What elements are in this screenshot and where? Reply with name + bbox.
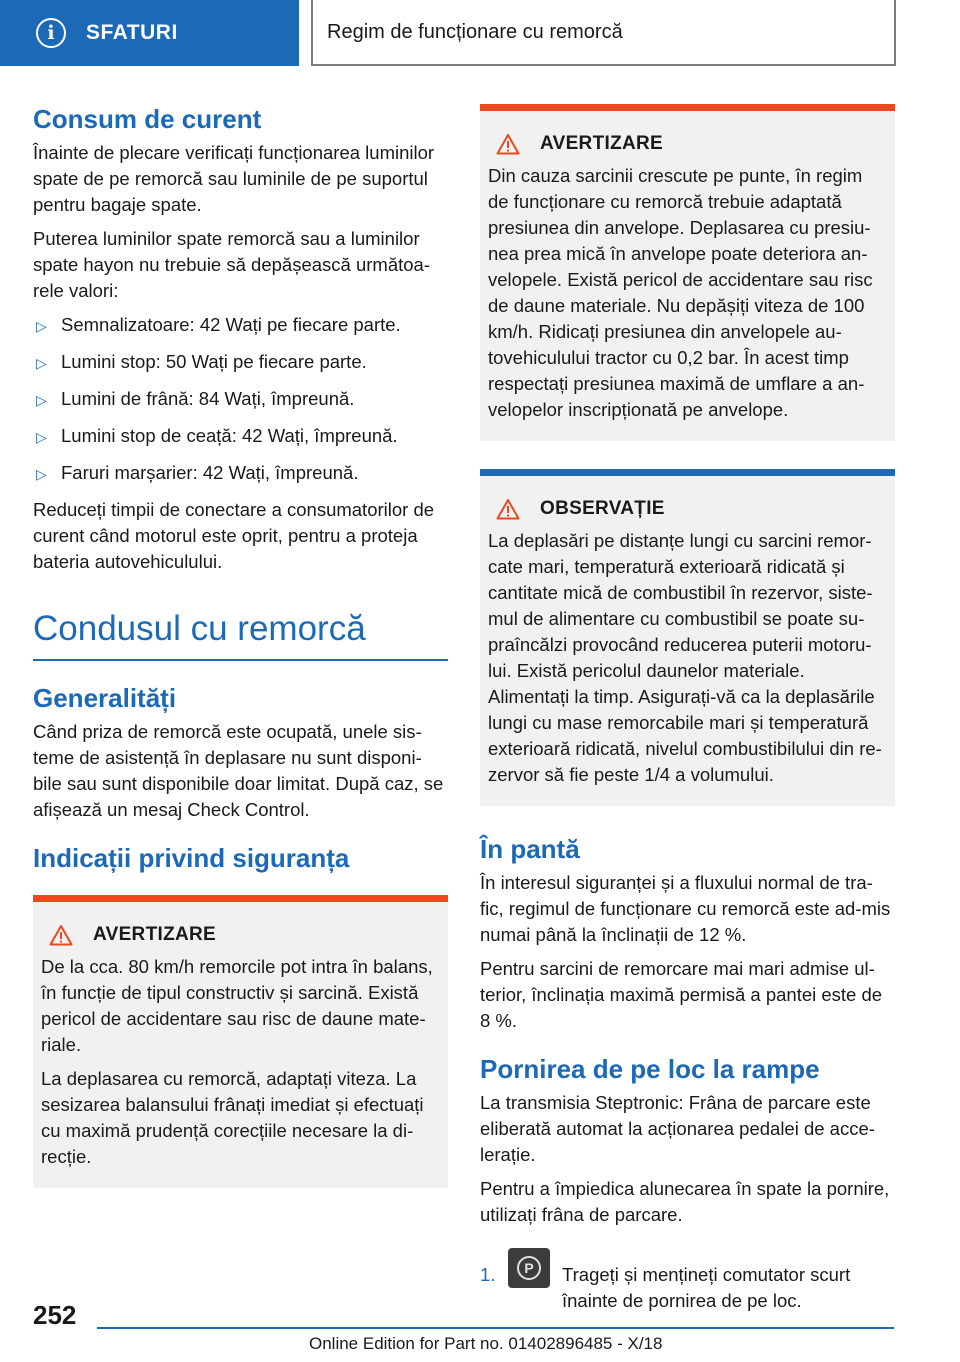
warning-triangle-icon	[496, 498, 520, 520]
left-column	[33, 104, 448, 1216]
right-column	[480, 104, 895, 1314]
consum-list	[33, 312, 448, 486]
rampe-paragraph-1: La transmisia Steptronic: Frâna de parcare este eliberată automat la acționarea pedalei de acce-lerație.	[480, 1092, 875, 1165]
rampe-heading: Pornirea de pe loc la rampe	[480, 1054, 820, 1084]
panta-heading: În pantă	[480, 834, 580, 864]
section-tab-label: SFATURI	[86, 21, 178, 44]
warning-title: AVERTIZARE	[93, 924, 216, 945]
list-item: ▷ Lumini de frână: 84 Wați, împreună.	[33, 386, 448, 412]
generalitati-paragraph: Când priza de remorcă este ocupată, unele sis-teme de asistență în deplasare nu sunt disponi-bile sau sunt disponibile doar limitat. După caz, se afișează un mesaj Check Control.	[33, 721, 444, 820]
triangle-bullet-icon: ▷	[36, 355, 47, 371]
footer-rule	[97, 1327, 894, 1329]
list-item: ▷ Lumini stop de ceață: 42 Wați, împreună.	[33, 423, 448, 449]
list-item: ▷ Faruri marșarier: 42 Wați, împreună.	[33, 460, 448, 486]
rampe-paragraph-2: Pentru a împiedica alunecarea în spate la pornire, utilizați frâna de parcare.	[480, 1178, 890, 1225]
warning-paragraph-1: De la cca. 80 km/h remorcile pot intra în balans, în funcție de tipul constructiv și sarcină. Există pericol de accidentare sau risc de daune mate-riale.	[41, 956, 433, 1055]
triangle-bullet-icon: ▷	[36, 466, 47, 482]
chapter-tab	[311, 0, 896, 66]
note-paragraph: La deplasări pe distanțe lungi cu sarcini remor-cate mari, temperatură exterioară ridicată și cantitate mică de combustibil în rezervor, siste-mul de alimentare cu combustibil se poate su-praîncălzi provocând reducerea puterii motoru-lui. Există pericolul daunelor materiale. Alimentați la timp. Asigurați-vă ca la deplasările lungi cu mase remorcabile mari și temperatură exterioară ridicată, nivelul combustibilului din re-zervor să fie peste 1/4 a volumului.	[488, 530, 882, 785]
warning-triangle-icon	[49, 924, 73, 946]
panta-paragraph-1: În interesul siguranței și a fluxului normal de tra-fic, regimul de funcționare cu remorcă este ad-mis numai până la înclinații de 12 %.	[480, 872, 891, 945]
triangle-bullet-icon: ▷	[36, 392, 47, 408]
warning-box	[33, 895, 448, 1188]
step-text: Trageți și mențineți comutator scurt înainte de pornirea de pe loc.	[562, 1264, 851, 1311]
panta-paragraph-2: Pentru sarcini de remorcare mai mari admise ul-terior, înclinația maximă permisă a pantei este de 8 %.	[480, 958, 883, 1031]
parking-brake-icon: P	[508, 1248, 550, 1288]
list-item: ▷ Semnalizatoare: 42 Wați pe fiecare parte.	[33, 312, 448, 338]
section-tab	[0, 0, 299, 66]
condusul-heading: Condusul cu remorcă	[33, 609, 366, 648]
consum-paragraph-1: Înainte de plecare verificați funcționarea luminilor spate de pe remorcă sau luminile de pe suportul pentru bagaje spate.	[33, 142, 435, 215]
warning-paragraph: Din cauza sarcinii crescute pe punte, în regim de funcționare cu remorcă trebuie adaptată presiunea din anvelope. Deplasarea cu presiu-nea prea mică în anvelope poate deteriora an-velopele. Există pericol de accidentare sau risc de daune materiale. Nu depășiți viteza de 100 km/h. Ridicați presiunea din anvelopele au-tovehiculului tractor cu 0,2 bar. În acest timp respectați presiunea maximă de umflare a an-velopelor inscripționată pe anvelope.	[488, 165, 873, 420]
triangle-bullet-icon: ▷	[36, 429, 47, 445]
consum-paragraph-2: Puterea luminilor spate remorcă sau a luminilor spate hayon nu trebuie să depășească următoa-rele valori:	[33, 228, 430, 301]
note-box	[480, 469, 895, 806]
info-icon: i	[36, 18, 66, 48]
warning-box	[480, 104, 895, 441]
heading-rule	[33, 659, 448, 661]
warning-paragraph-2: La deplasarea cu remorcă, adaptați viteza. La sesizarea balansului frânați imediat și efectuați cu maximă prudență corecțiile necesare la di-recție.	[41, 1068, 424, 1167]
step-1	[480, 1248, 895, 1314]
generalitati-heading: Generalități	[33, 683, 177, 713]
footer-edition: Online Edition for Part no. 01402896485 - X/18	[309, 1334, 663, 1353]
page-number: 252	[33, 1300, 77, 1330]
warning-title: AVERTIZARE	[540, 133, 663, 154]
step-number: 1.	[480, 1264, 496, 1285]
list-item: ▷ Lumini stop: 50 Wați pe fiecare parte.	[33, 349, 448, 375]
consum-paragraph-3: Reduceți timpii de conectare a consumatorilor de curent când motorul este oprit, pentru a proteja bateria autovehiculului.	[33, 499, 435, 572]
warning-triangle-icon	[496, 133, 520, 155]
consum-heading: Consum de curent	[33, 104, 262, 134]
triangle-bullet-icon: ▷	[36, 318, 47, 334]
note-title: OBSERVAȚIE	[540, 498, 665, 519]
siguranta-heading: Indicații privind siguranța	[33, 843, 350, 873]
chapter-title: Regim de funcționare cu remorcă	[327, 20, 623, 43]
